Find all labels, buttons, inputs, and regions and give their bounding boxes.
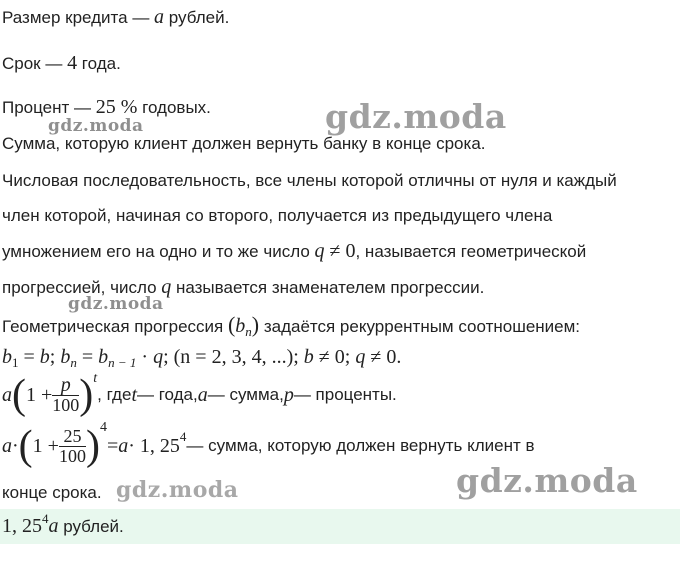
recurrence-formula (2, 346, 401, 369)
term-value: 4 (67, 52, 78, 74)
definition-line-3 (2, 240, 586, 263)
not-zero: ≠ 0 (324, 240, 356, 262)
percent-text: Процент — (2, 98, 96, 117)
explanation-text: — сумма, которую должен вернуть клиент в (186, 436, 535, 455)
b-symbol: b (39, 346, 50, 368)
condition: ; (n = 2, 3, 4, ...); (163, 346, 304, 368)
term-line (2, 52, 121, 75)
recurrence-intro-line (2, 312, 580, 338)
coefficient: · 1, 25 (128, 434, 180, 457)
answer-coefficient: 1, 25 (2, 515, 42, 537)
var-a: a (154, 6, 165, 28)
watermark-logo: gdz.moda (48, 116, 144, 136)
credit-size-text: Размер кредита — (2, 8, 155, 27)
right-paren: ) (85, 423, 100, 469)
left-paren: ( (12, 372, 26, 418)
percent-text: — проценты. (293, 385, 397, 404)
end-of-term-line: конце срока. (2, 483, 102, 502)
watermark-logo: gdz.moda (116, 477, 239, 503)
term-text: Срок — (2, 54, 68, 73)
var-a: a (118, 434, 129, 457)
term-unit: года. (77, 54, 121, 73)
credit-size-line (2, 6, 229, 29)
var-q: q (153, 346, 164, 368)
var-q: q (314, 240, 325, 262)
sum-line: Сумма, которую клиент должен вернуть банку в конце срока. (2, 134, 486, 153)
equals: = (18, 346, 40, 368)
equals: = (76, 346, 99, 368)
var-a: a (197, 383, 208, 406)
b-symbol: b (303, 346, 314, 368)
credit-size-unit: рублей. (164, 8, 230, 27)
sequence-symbol: (bn) (227, 312, 260, 339)
recurrence-tail: задаётся рекуррентным соотношением: (259, 317, 581, 336)
var-q: q (161, 276, 172, 298)
fraction (59, 427, 86, 466)
denominator: 100 (52, 394, 80, 415)
var-a: a (48, 515, 59, 537)
sequence-index: n (245, 324, 252, 339)
sum-text: — сумма, (207, 385, 284, 404)
one-plus: 1 + (32, 434, 59, 457)
exponent: 4 (179, 429, 187, 444)
separator: ; (49, 346, 61, 368)
answer-box (0, 509, 680, 544)
subscript: n − 1 (108, 355, 137, 370)
watermark-logo: gdz.moda (456, 461, 638, 500)
b-symbol: b (98, 346, 109, 368)
exponent: t (93, 371, 98, 386)
watermark-logo: gdz.moda (325, 97, 507, 136)
answer-line (2, 511, 124, 538)
var-t: t (131, 383, 137, 406)
fraction (52, 373, 80, 415)
b-symbol: b (2, 346, 12, 368)
subscript: 1 (12, 355, 19, 370)
definition-tail: называется знаменателем прогрессии. (171, 278, 485, 297)
var-a: a (2, 383, 12, 406)
dot: · (136, 346, 154, 368)
b-symbol: b (60, 346, 71, 368)
definition-text: прогрессией, число (2, 278, 162, 297)
percent-value: 25 % (95, 96, 138, 118)
sequence-b: b (235, 315, 246, 337)
var-a: a (2, 434, 12, 457)
denominator: 100 (58, 445, 86, 466)
definition-tail: , называется геометрической (355, 242, 587, 261)
where-text: , где (97, 385, 132, 404)
percent-unit: годовых. (137, 98, 211, 117)
years-text: — года, (137, 385, 198, 404)
exponent: 4 (99, 420, 107, 435)
equals: = (106, 434, 119, 457)
recurrence-text: Геометрическая прогрессия (2, 317, 228, 336)
not-zero: ≠ 0; (313, 346, 356, 368)
answer-unit: рублей. (58, 517, 124, 536)
watermark-logo: gdz.moda (68, 294, 164, 314)
subscript: n (70, 355, 77, 370)
numerator: 25 (59, 427, 86, 447)
dot: · (12, 434, 19, 457)
left-paren: ( (18, 423, 33, 469)
var-p: p (283, 383, 294, 406)
one-plus: 1 + (26, 383, 53, 406)
right-paren: ) (79, 372, 94, 418)
final-formula-line (2, 418, 535, 474)
growth-formula-line (2, 371, 397, 419)
not-zero: ≠ 0. (365, 346, 402, 368)
var-q: q (355, 346, 366, 368)
definition-text: умножением его на одно и то же число (2, 242, 315, 261)
answer-exponent: 4 (42, 511, 49, 526)
definition-line-1: Числовая последовательность, все члены которой отличны от нуля и каждый (2, 171, 617, 190)
numerator: p (52, 376, 79, 396)
definition-line-2: член которой, начиная со второго, получается из предыдущего члена (2, 206, 553, 225)
